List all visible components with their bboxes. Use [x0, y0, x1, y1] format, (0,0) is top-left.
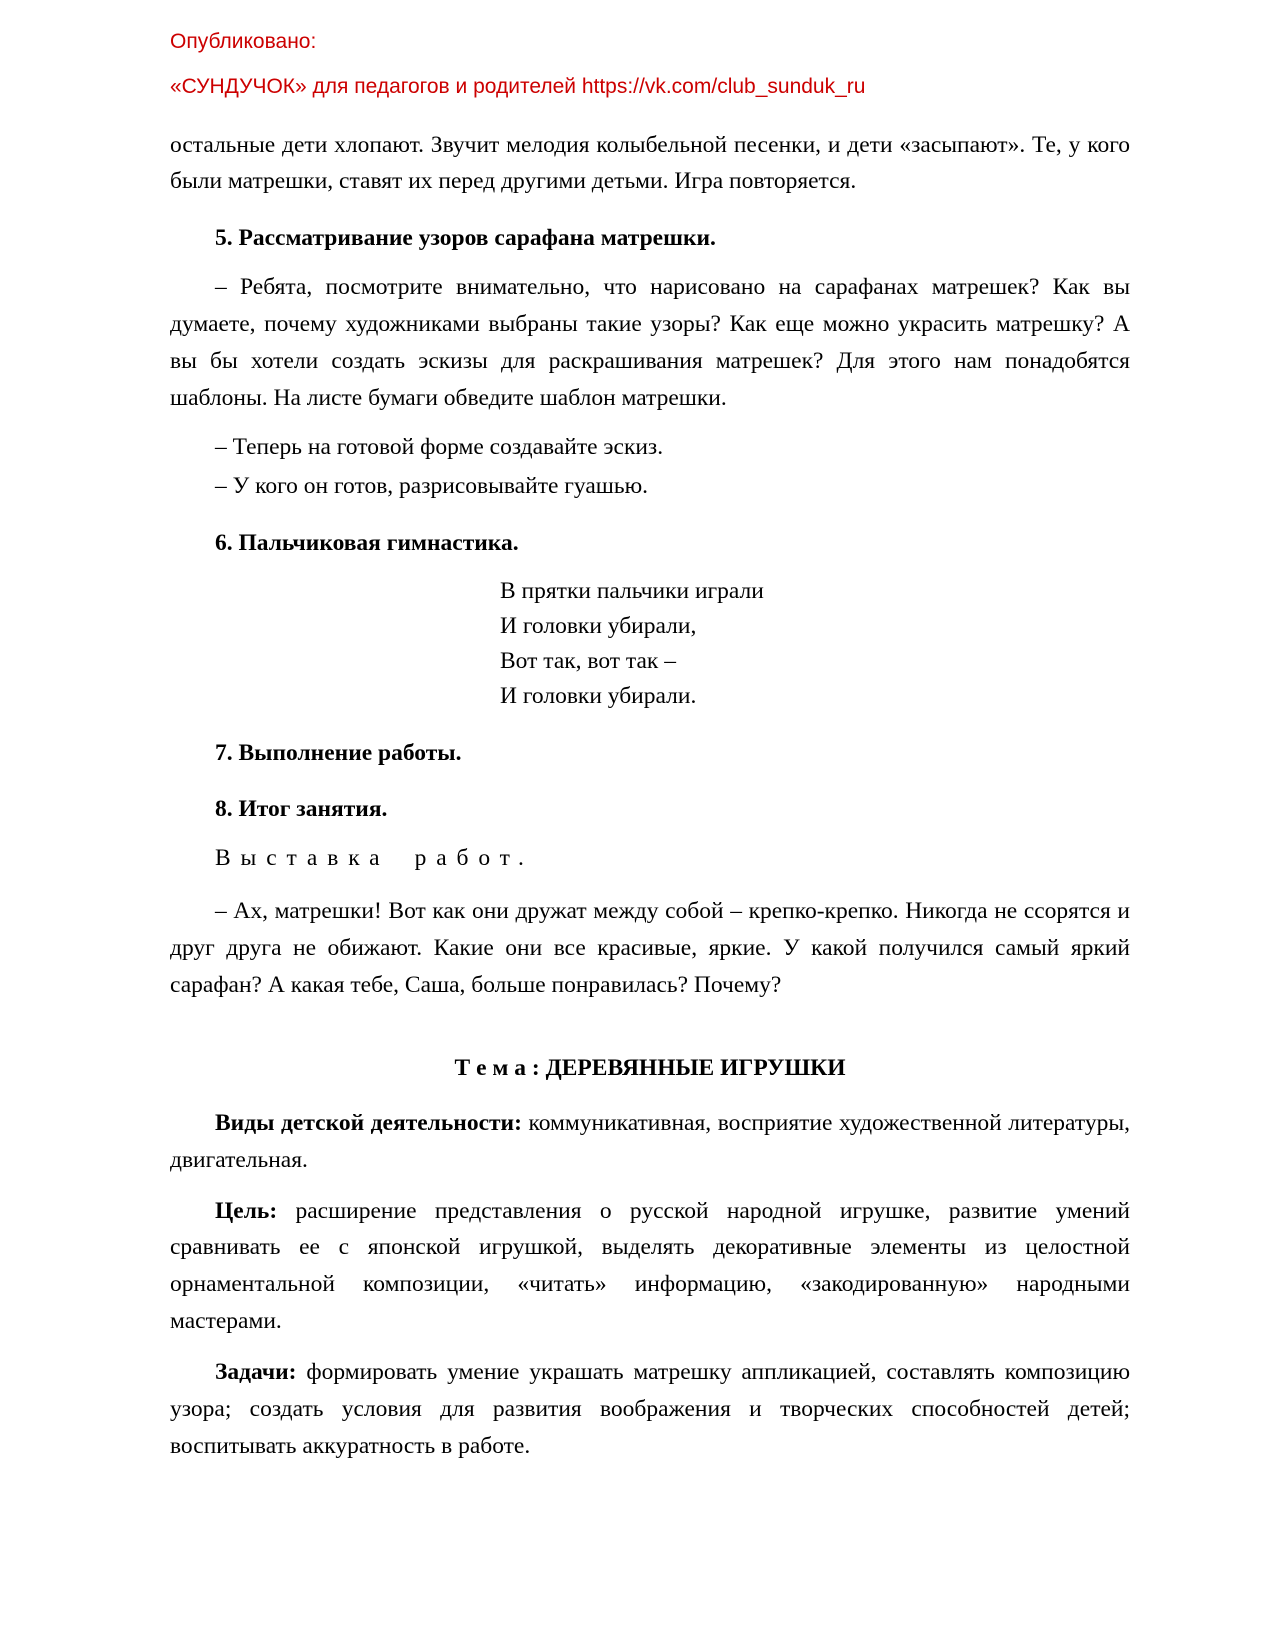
- poem-line-2: И головки убирали,: [500, 612, 697, 639]
- section-heading-8: 8. Итог занятия.: [215, 796, 388, 823]
- poem-line-3: Вот так, вот так –: [500, 648, 676, 674]
- paragraph-teper: – Теперь на готовой форме создавайте эскиз.: [215, 433, 664, 460]
- paragraph-zadachi: [170, 1354, 1130, 1465]
- published-label: Опубликовано:: [170, 30, 317, 53]
- lesson-title: Т е м а : ДЕРЕВЯННЫЕ ИГРУШКИ: [454, 1054, 846, 1081]
- zadachi-label: Задачи:: [215, 1359, 297, 1386]
- section-heading-7: 7. Выполнение работы.: [215, 739, 462, 766]
- cel-label: Цель:: [215, 1197, 278, 1224]
- paragraph-vidy: [170, 1105, 1130, 1179]
- section-heading-5: 5. Рассматривание узоров сарафана матрешки.: [215, 225, 716, 252]
- cel-text: расширение представления о русской народной игрушке, развитие умений сравнивать ее с японской игрушкой, выделять декоративные элементы из целостной орнаментальной композиции, «читать» информацию, «закодированную» народными мастерами.: [170, 1197, 1130, 1335]
- vidy-text: коммуникативная, восприятие художественной литературы, двигательная.: [170, 1109, 1130, 1173]
- paragraph-rebyata: – Ребята, посмотрите внимательно, что нарисовано на сарафанах матрешек? Как вы думаете, почему художниками выбраны такие узоры? Как еще можно украсить матрешку? А вы бы хотели создать эскизы для раскрашивания матрешек? Для этого нам понадобятся шаблоны. На листе бумаги обведите шаблон матрешки.: [170, 274, 1130, 411]
- paragraph-intro: остальные дети хлопают. Звучит мелодия колыбельной песенки, и дети «засыпают». Те, у кого были матрешки, ставят их перед другими детьми. Игра повторяется.: [170, 131, 1130, 195]
- source-link-line: «СУНДУЧОК» для педагогов и родителей https://vk.com/club_sunduk_ru: [170, 75, 866, 99]
- paragraph-ukogo: – У кого он готов, разрисовывайте гуашью.: [215, 472, 649, 499]
- zadachi-text: формировать умение украшать матрешку аппликацией, составлять композицию узора; создать условия для развития воображения и творческих способностей детей; воспитывать аккуратность в работе.: [170, 1359, 1131, 1459]
- poem-line-1: В прятки пальчики играли: [500, 577, 764, 604]
- paragraph-ah-matreshki: – Ах, матрешки! Вот как они дружат между собой – крепко-крепко. Никогда не ссорятся и друг друга не обижают. Какие они все красивые, яркие. У какой получился самый яркий сарафан? А какая тебе, Саша, больше понравилась? Почему?: [170, 898, 1130, 998]
- finger-gym-poem: [500, 574, 1130, 715]
- section-heading-6: 6. Пальчиковая гимнастика.: [215, 529, 519, 556]
- exhibition-line: Выставка работ.: [215, 845, 534, 872]
- poem-line-4: И головки убирали.: [500, 683, 697, 710]
- paragraph-cel: [170, 1193, 1130, 1341]
- vidy-label: Виды детской деятельности:: [215, 1109, 522, 1136]
